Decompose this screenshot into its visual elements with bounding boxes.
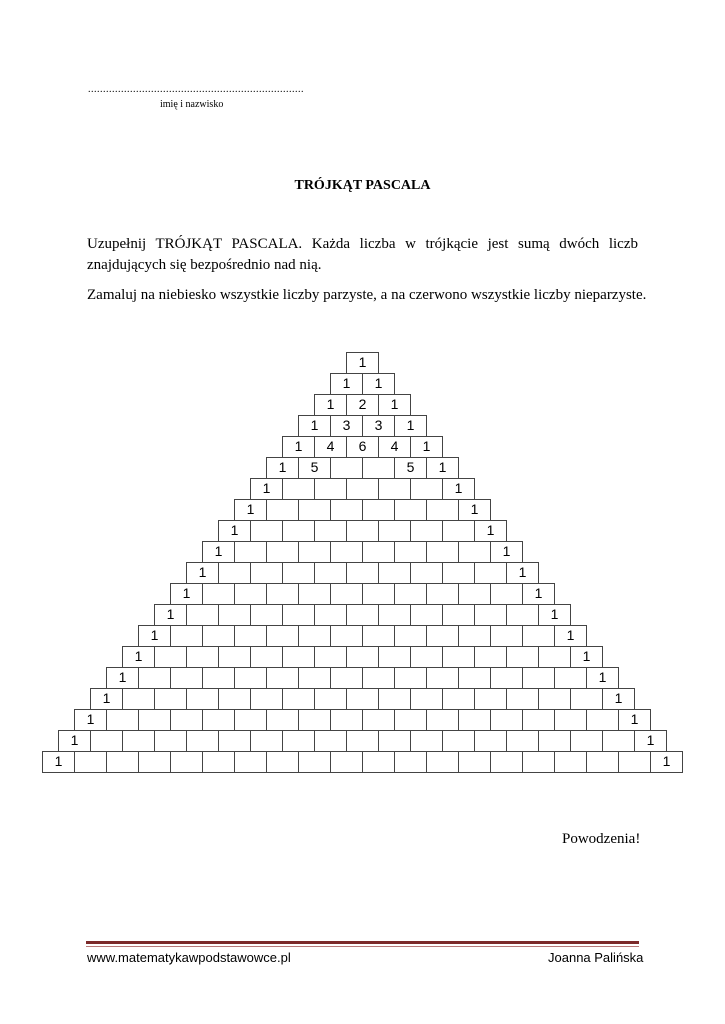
triangle-cell: [346, 562, 379, 584]
triangle-cell: [186, 730, 219, 752]
triangle-cell: [426, 751, 459, 773]
triangle-cell: [474, 604, 507, 626]
triangle-cell: [554, 667, 587, 689]
triangle-cell: [330, 457, 363, 479]
triangle-cell: [554, 751, 587, 773]
footer-website: www.matematykawpodstawowce.pl: [87, 950, 291, 965]
triangle-cell: [202, 751, 235, 773]
triangle-cell: [410, 562, 443, 584]
footer-divider: [86, 946, 639, 947]
triangle-cell: 1: [346, 352, 379, 374]
triangle-cell: [506, 730, 539, 752]
triangle-cell: [490, 709, 523, 731]
triangle-cell: [330, 583, 363, 605]
triangle-cell: [602, 730, 635, 752]
triangle-cell: [426, 583, 459, 605]
triangle-cell: [330, 541, 363, 563]
triangle-cell: [586, 751, 619, 773]
triangle-cell: [266, 541, 299, 563]
triangle-cell: [250, 604, 283, 626]
triangle-cell: [362, 499, 395, 521]
triangle-cell: [442, 730, 475, 752]
triangle-cell: [442, 520, 475, 542]
triangle-cell: [346, 604, 379, 626]
triangle-cell: [74, 751, 107, 773]
triangle-cell: 1: [538, 604, 571, 626]
triangle-cell: [506, 646, 539, 668]
triangle-cell: 1: [522, 583, 555, 605]
triangle-cell: [346, 520, 379, 542]
triangle-cell: 1: [330, 373, 363, 395]
triangle-cell: [346, 730, 379, 752]
triangle-cell: [410, 646, 443, 668]
triangle-cell: [314, 646, 347, 668]
triangle-cell: [266, 583, 299, 605]
triangle-cell: [570, 688, 603, 710]
triangle-cell: [426, 625, 459, 647]
triangle-cell: [538, 730, 571, 752]
triangle-cell: 4: [314, 436, 347, 458]
triangle-cell: 4: [378, 436, 411, 458]
triangle-cell: [490, 751, 523, 773]
triangle-cell: [458, 583, 491, 605]
triangle-cell: [362, 625, 395, 647]
triangle-cell: [410, 478, 443, 500]
instruction-text: Uzupełnij TRÓJKĄT PASCALA. Każda liczba w trójkącie jest sumą dwóch liczb znajdujących się bezpośrednio nad nią.: [87, 236, 638, 273]
triangle-cell: [234, 667, 267, 689]
triangle-cell: 1: [314, 394, 347, 416]
triangle-cell: [218, 562, 251, 584]
triangle-cell: [362, 541, 395, 563]
triangle-cell: [442, 688, 475, 710]
triangle-cell: [330, 625, 363, 647]
triangle-cell: [298, 751, 331, 773]
triangle-cell: [378, 478, 411, 500]
triangle-cell: [394, 499, 427, 521]
triangle-cell: [506, 688, 539, 710]
triangle-cell: [458, 667, 491, 689]
triangle-cell: [154, 688, 187, 710]
triangle-cell: 1: [58, 730, 91, 752]
triangle-cell: [394, 625, 427, 647]
triangle-cell: [186, 604, 219, 626]
triangle-cell: [570, 730, 603, 752]
triangle-cell: [410, 604, 443, 626]
triangle-cell: [122, 688, 155, 710]
triangle-cell: [170, 667, 203, 689]
triangle-cell: [522, 751, 555, 773]
triangle-cell: [410, 520, 443, 542]
triangle-cell: [218, 730, 251, 752]
triangle-cell: [378, 730, 411, 752]
triangle-cell: [266, 625, 299, 647]
triangle-cell: [298, 667, 331, 689]
triangle-cell: [538, 646, 571, 668]
triangle-cell: 1: [250, 478, 283, 500]
triangle-cell: [490, 625, 523, 647]
triangle-cell: [234, 709, 267, 731]
triangle-cell: [522, 667, 555, 689]
triangle-cell: [202, 583, 235, 605]
triangle-cell: [330, 667, 363, 689]
triangle-cell: [474, 730, 507, 752]
triangle-cell: [218, 646, 251, 668]
triangle-cell: [298, 499, 331, 521]
triangle-cell: [346, 688, 379, 710]
triangle-cell: [170, 751, 203, 773]
triangle-cell: [314, 520, 347, 542]
triangle-cell: 1: [298, 415, 331, 437]
triangle-cell: [266, 667, 299, 689]
triangle-cell: [442, 562, 475, 584]
triangle-cell: [234, 751, 267, 773]
triangle-cell: 1: [186, 562, 219, 584]
triangle-cell: 1: [106, 667, 139, 689]
page-title: TRÓJKĄT PASCALA: [294, 178, 431, 193]
triangle-cell: [202, 667, 235, 689]
triangle-cell: [410, 730, 443, 752]
triangle-cell: [362, 583, 395, 605]
triangle-cell: [394, 541, 427, 563]
triangle-cell: 1: [42, 751, 75, 773]
triangle-cell: [90, 730, 123, 752]
triangle-cell: 5: [394, 457, 427, 479]
triangle-cell: [442, 646, 475, 668]
triangle-cell: [170, 625, 203, 647]
triangle-cell: [250, 688, 283, 710]
triangle-cell: [394, 667, 427, 689]
triangle-cell: [378, 604, 411, 626]
triangle-cell: [282, 478, 315, 500]
triangle-cell: 1: [138, 625, 171, 647]
triangle-cell: [618, 751, 651, 773]
triangle-cell: [154, 730, 187, 752]
triangle-cell: [122, 730, 155, 752]
triangle-cell: [426, 709, 459, 731]
triangle-cell: [266, 709, 299, 731]
triangle-cell: [250, 730, 283, 752]
triangle-cell: [234, 625, 267, 647]
triangle-cell: [458, 541, 491, 563]
triangle-cell: [314, 562, 347, 584]
triangle-cell: [138, 667, 171, 689]
triangle-cell: [378, 688, 411, 710]
triangle-cell: [394, 709, 427, 731]
triangle-cell: [282, 604, 315, 626]
triangle-cell: 1: [122, 646, 155, 668]
triangle-cell: [250, 646, 283, 668]
triangle-cell: 5: [298, 457, 331, 479]
triangle-cell: [346, 478, 379, 500]
triangle-cell: 1: [154, 604, 187, 626]
triangle-cell: [218, 604, 251, 626]
triangle-cell: [426, 541, 459, 563]
triangle-cell: 3: [362, 415, 395, 437]
triangle-cell: [170, 709, 203, 731]
triangle-cell: [586, 709, 619, 731]
triangle-cell: [314, 604, 347, 626]
triangle-cell: [138, 751, 171, 773]
triangle-cell: [282, 562, 315, 584]
triangle-cell: [330, 709, 363, 731]
triangle-cell: 1: [570, 646, 603, 668]
triangle-cell: [378, 562, 411, 584]
triangle-cell: 1: [474, 520, 507, 542]
triangle-cell: [202, 625, 235, 647]
triangle-cell: [266, 499, 299, 521]
triangle-cell: [106, 709, 139, 731]
triangle-cell: 1: [634, 730, 667, 752]
triangle-cell: [282, 520, 315, 542]
triangle-cell: [298, 625, 331, 647]
triangle-cell: [106, 751, 139, 773]
triangle-cell: 1: [618, 709, 651, 731]
triangle-cell: [314, 730, 347, 752]
triangle-cell: [522, 709, 555, 731]
triangle-cell: [330, 751, 363, 773]
footer-author: Joanna Palińska: [548, 950, 644, 965]
triangle-cell: [522, 625, 555, 647]
triangle-cell: [218, 688, 251, 710]
triangle-cell: 1: [234, 499, 267, 521]
triangle-cell: [186, 646, 219, 668]
triangle-cell: 1: [442, 478, 475, 500]
triangle-cell: [554, 709, 587, 731]
triangle-cell: 1: [202, 541, 235, 563]
triangle-cell: 1: [602, 688, 635, 710]
triangle-cell: 1: [394, 415, 427, 437]
triangle-cell: [154, 646, 187, 668]
name-caption: imię i nazwisko: [160, 99, 224, 110]
triangle-cell: 1: [266, 457, 299, 479]
triangle-cell: 1: [170, 583, 203, 605]
triangle-cell: [202, 709, 235, 731]
triangle-cell: 6: [346, 436, 379, 458]
triangle-cell: [362, 751, 395, 773]
triangle-cell: 1: [378, 394, 411, 416]
instruction-text: Zamaluj na niebiesko wszystkie liczby parzyste, a na czerwono wszystkie liczby nieparzyste.: [87, 287, 647, 303]
triangle-cell: [362, 709, 395, 731]
triangle-cell: [362, 667, 395, 689]
footer-divider: [86, 941, 639, 944]
triangle-cell: [426, 499, 459, 521]
triangle-cell: [138, 709, 171, 731]
triangle-cell: [250, 520, 283, 542]
triangle-cell: [378, 520, 411, 542]
triangle-cell: [506, 604, 539, 626]
triangle-cell: 1: [650, 751, 683, 773]
triangle-cell: [426, 667, 459, 689]
triangle-cell: [234, 541, 267, 563]
triangle-cell: [282, 688, 315, 710]
triangle-cell: [266, 751, 299, 773]
triangle-cell: 2: [346, 394, 379, 416]
farewell-text: Powodzenia!: [562, 831, 641, 847]
triangle-cell: [474, 688, 507, 710]
triangle-cell: [458, 709, 491, 731]
triangle-cell: 1: [458, 499, 491, 521]
triangle-cell: [314, 478, 347, 500]
triangle-cell: 1: [586, 667, 619, 689]
triangle-cell: [490, 583, 523, 605]
triangle-cell: 1: [218, 520, 251, 542]
triangle-cell: 1: [554, 625, 587, 647]
triangle-cell: [442, 604, 475, 626]
triangle-cell: [394, 751, 427, 773]
triangle-cell: 1: [282, 436, 315, 458]
triangle-cell: [410, 688, 443, 710]
triangle-cell: 1: [362, 373, 395, 395]
triangle-cell: [474, 646, 507, 668]
triangle-cell: [314, 688, 347, 710]
triangle-cell: [234, 583, 267, 605]
triangle-cell: [490, 667, 523, 689]
triangle-cell: 1: [90, 688, 123, 710]
triangle-cell: [346, 646, 379, 668]
triangle-cell: 3: [330, 415, 363, 437]
triangle-cell: [250, 562, 283, 584]
triangle-cell: [458, 625, 491, 647]
triangle-cell: [282, 730, 315, 752]
triangle-cell: [282, 646, 315, 668]
triangle-cell: 1: [410, 436, 443, 458]
triangle-cell: [186, 688, 219, 710]
triangle-cell: [458, 751, 491, 773]
triangle-cell: [298, 709, 331, 731]
triangle-cell: [474, 562, 507, 584]
triangle-cell: [298, 541, 331, 563]
triangle-cell: [378, 646, 411, 668]
triangle-cell: [362, 457, 395, 479]
triangle-cell: [298, 583, 331, 605]
triangle-cell: 1: [426, 457, 459, 479]
triangle-cell: 1: [490, 541, 523, 563]
triangle-cell: 1: [74, 709, 107, 731]
triangle-cell: [330, 499, 363, 521]
name-line: ........................................................................: [88, 84, 304, 95]
triangle-cell: 1: [506, 562, 539, 584]
triangle-cell: [394, 583, 427, 605]
triangle-cell: [538, 688, 571, 710]
